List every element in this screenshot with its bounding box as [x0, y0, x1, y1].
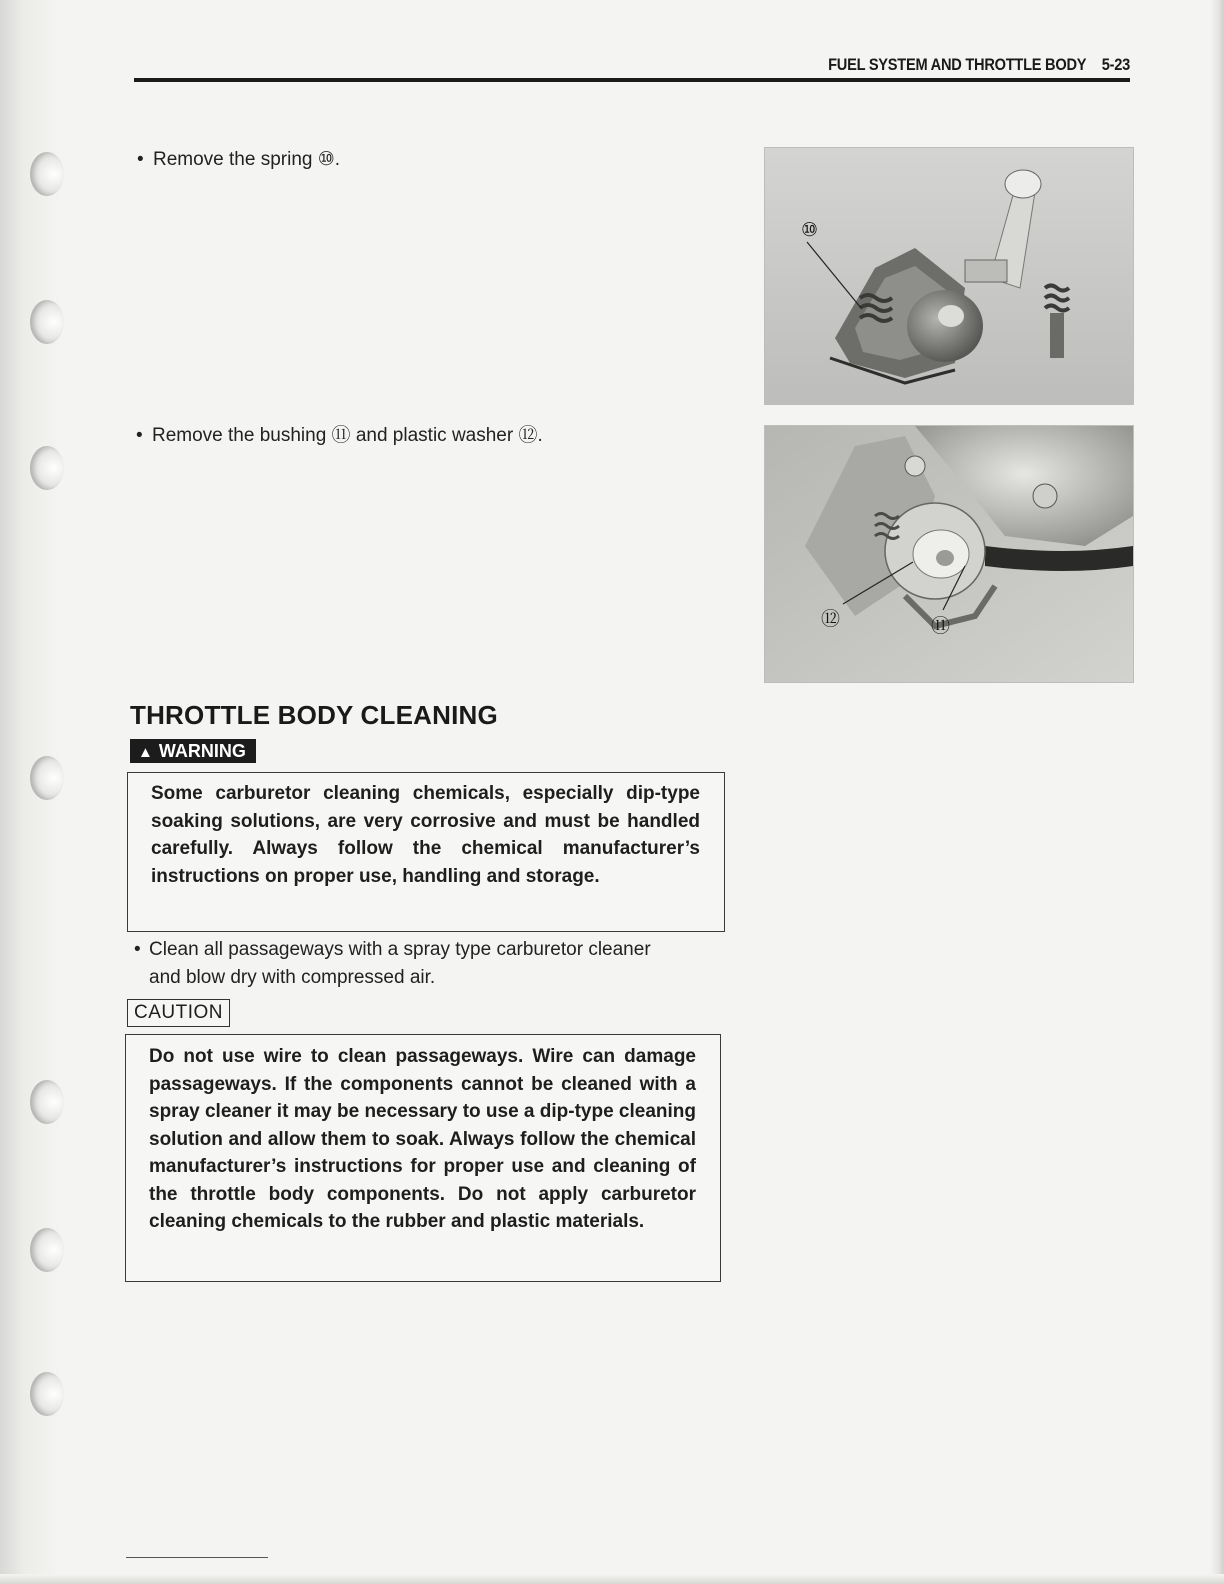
step-text-line1: Clean all passageways with a spray type carburetor cleaner — [149, 939, 651, 960]
step-text-line2: and blow dry with compressed air. — [149, 967, 436, 988]
binder-hole — [30, 152, 64, 196]
page-number: 5-23 — [1101, 55, 1130, 74]
page-bottom-edge — [0, 1574, 1224, 1584]
warning-triangle-icon: ▲ — [138, 744, 153, 761]
callout-10: ⑩ — [801, 220, 819, 241]
spring-photo-drawing — [765, 148, 1133, 404]
photo-bushing-washer — [765, 426, 1133, 682]
bullet-dot: • — [136, 425, 143, 446]
step-text: Remove the bushing ⑪ and plastic washer ⑫. — [152, 425, 543, 446]
section-title: THROTTLE BODY CLEANING — [130, 700, 498, 730]
caution-text: Do not use wire to clean passageways. Wire can damage passageways. If the components cannot be cleaned with a spray cleaner it may be necessary to use a dip-type cleaning solution and allow them to soak. Always follow the chemical manufacturer’s instructions for proper use and cleaning of the throttle body components. Do not apply carburetor cleaning chemicals to the rubber and plastic materials. — [149, 1046, 697, 1232]
step-clean-passageways — [134, 936, 724, 992]
caution-box — [125, 1034, 721, 1282]
step-text: Remove the spring ⑩. — [153, 149, 341, 170]
binder-hole — [30, 756, 64, 800]
page-right-edge — [1210, 0, 1224, 1584]
bullet-dot: • — [137, 149, 144, 170]
warning-badge — [130, 739, 256, 763]
footer-rule — [126, 1557, 268, 1558]
header-rule — [134, 78, 1130, 82]
warning-box — [127, 772, 725, 932]
warning-text: Some carburetor cleaning chemicals, especially dip-type soaking solutions, are very corrosive and must be handled carefully. Always follow the chemical manufacturer’s instructions on proper use, handling and storage. — [151, 783, 700, 887]
binder-hole — [30, 1080, 64, 1124]
step-remove-spring — [137, 146, 340, 174]
callout-11: ⑪ — [931, 616, 951, 637]
bullet-dot: • — [134, 939, 141, 960]
caution-label: CAUTION — [127, 999, 230, 1027]
header-title: FUEL SYSTEM AND THROTTLE BODY — [828, 55, 1087, 74]
binder-hole — [30, 300, 64, 344]
running-header — [828, 55, 1130, 75]
binder-hole — [30, 1372, 64, 1416]
step-remove-bushing — [136, 422, 543, 450]
photo-spring — [765, 148, 1133, 404]
warning-label: WARNING — [158, 741, 246, 761]
callout-12: ⑫ — [821, 609, 841, 630]
binder-hole — [30, 1228, 64, 1272]
bushing-photo-drawing — [765, 426, 1133, 682]
binder-hole — [30, 446, 64, 490]
